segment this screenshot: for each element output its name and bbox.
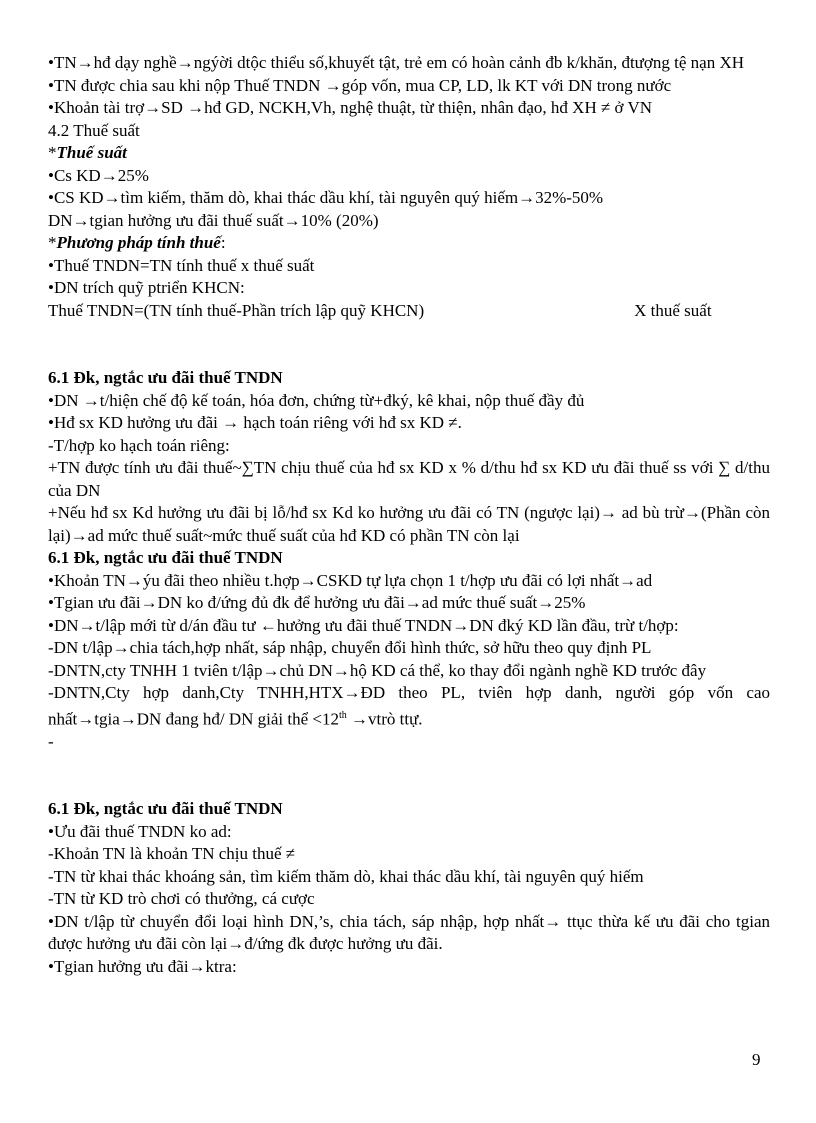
section-title: 6.1 Đk, ngtắc ưu đãi thuế TNDN bbox=[48, 799, 283, 819]
formula-right: X thuế suất bbox=[634, 300, 712, 320]
paragraph-text: -DNTN,Cty hợp danh,Cty TNHH,HTX→ĐD theo PL, tviên hợp danh, người góp vốn cao nhất→tgia→DN đang hđ/ DN giải thể <12 bbox=[48, 683, 770, 729]
paragraph: DN→tgian hưởng ưu đãi thuế suất→10% (20%) bbox=[48, 210, 379, 230]
heading-tax-rate bbox=[48, 142, 770, 165]
paragraph: •Khoản TN→ýu đãi theo nhiều t.hợp→CSKD tự lựa chọn 1 t/hợp ưu đãi có lợi nhất→ad bbox=[48, 570, 653, 590]
paragraph: •Hđ sx KD hưởng ưu đãi → hạch toán riêng với hđ sx KD ≠. bbox=[48, 413, 462, 432]
subsection-heading: 4.2 Thuế suất bbox=[48, 120, 140, 140]
paragraph: -DNTN,cty TNHH 1 tviên t/lập→chủ DN→hộ KD cá thể, ko thay đổi ngành nghề KD trước đây bbox=[48, 660, 707, 680]
document-page bbox=[48, 52, 770, 978]
star-marker: * bbox=[48, 233, 57, 252]
paragraph: •TN→hđ dạy nghề→ngýời dtộc thiểu số,khuyết tật, trẻ em có hoàn cảnh đb k/khăn, đtượng tệ nạn XH bbox=[48, 53, 744, 72]
paragraph: •DN →t/hiện chế độ kế toán, hóa đơn, chứng từ+đký, kê khai, nộp thuế đầy đủ bbox=[48, 390, 585, 410]
paragraph-text-end: →vtrò ttự. bbox=[346, 709, 423, 729]
section-title: 6.1 Đk, ngtắc ưu đãi thuế TNDN bbox=[48, 368, 283, 387]
paragraph: +TN được tính ưu đãi thuế~∑TN chịu thuế của hđ sx KD x % d/thu hđ sx KD ưu đãi thuế ss với ∑ d/thu của DN bbox=[48, 458, 770, 500]
dash-line: - bbox=[48, 731, 54, 751]
paragraph: •TN được chia sau khi nộp Thuế TNDN →góp vốn, mua CP, LD, lk KT với DN trong nước bbox=[48, 75, 672, 95]
paragraph: •DN trích quỹ ptriển KHCN: bbox=[48, 278, 245, 297]
paragraph: •CS KD→tìm kiếm, thăm dò, khai thác dầu khí, tài nguyên quý hiếm→32%-50% bbox=[48, 188, 604, 207]
paragraph: •Ưu đãi thuế TNDN ko ad: bbox=[48, 821, 232, 841]
paragraph: -TN từ KD trò chơi có thưởng, cá cược bbox=[48, 889, 315, 909]
superscript: th bbox=[338, 709, 347, 721]
heading-tax-rate-text: Thuế suất bbox=[56, 143, 127, 162]
paragraph: -TN từ khai thác khoáng sản, tìm kiếm thăm dò, khai thác dầu khí, tài nguyên quý hiếm bbox=[48, 866, 644, 886]
paragraph: •Tgian hưởng ưu đãi→ktra: bbox=[48, 956, 237, 976]
paragraph: •Cs KD→25% bbox=[48, 165, 149, 185]
paragraph: •Thuế TNDN=TN tính thuế x thuế suất bbox=[48, 255, 315, 275]
heading-method-text: Phương pháp tính thuế bbox=[56, 233, 221, 252]
paragraph: -T/hợp ko hạch toán riêng: bbox=[48, 435, 230, 455]
paragraph: -Khoản TN là khoản TN chịu thuế ≠ bbox=[48, 844, 296, 864]
page-number: 9 bbox=[752, 1050, 761, 1069]
paragraph: •DN→t/lập mới từ d/án đầu tư ←hưởng ưu đãi thuế TNDN→DN đký KD lần đầu, trừ t/hợp: bbox=[48, 615, 679, 635]
paragraph: •Tgian ưu đãi→DN ko đ/ứng đủ đk để hưởng ưu đãi→ad mức thuế suất→25% bbox=[48, 593, 586, 612]
paragraph: +Nếu hđ sx Kd hưởng ưu đãi bị lỗ/hđ sx Kd ko hưởng ưu đãi có TN (ngược lại)→ ad bù trừ→(Phần còn lại)→ad mức thuế suất~mức thuế suất của hđ KD có phần TN còn lại bbox=[48, 503, 770, 545]
paragraph: •Khoản tài trợ→SD →hđ GD, NCKH,Vh, nghệ thuật, từ thiện, nhân đạo, hđ XH ≠ ở VN bbox=[48, 98, 653, 117]
formula-left: Thuế TNDN=(TN tính thuế-Phần trích lập quỹ KHCN) bbox=[48, 300, 425, 320]
section-title: 6.1 Đk, ngtắc ưu đãi thuế TNDN bbox=[48, 548, 283, 567]
star-marker: * bbox=[48, 143, 57, 162]
paragraph: •DN t/lập từ chuyển đổi loại hình DN,’s, chia tách, sáp nhập, hợp nhất→ ttục thừa kế ưu đãi cho tgian được hưởng ưu đãi còn lại→đ/ứng đk được hưởng ưu đãi. bbox=[48, 911, 770, 954]
colon: : bbox=[220, 233, 226, 252]
formula-line bbox=[48, 300, 770, 323]
heading-method bbox=[48, 232, 770, 255]
paragraph bbox=[48, 682, 770, 731]
paragraph: -DN t/lập→chia tách,hợp nhất, sáp nhập, chuyển đổi hình thức, sở hữu theo quy định PL bbox=[48, 638, 652, 657]
